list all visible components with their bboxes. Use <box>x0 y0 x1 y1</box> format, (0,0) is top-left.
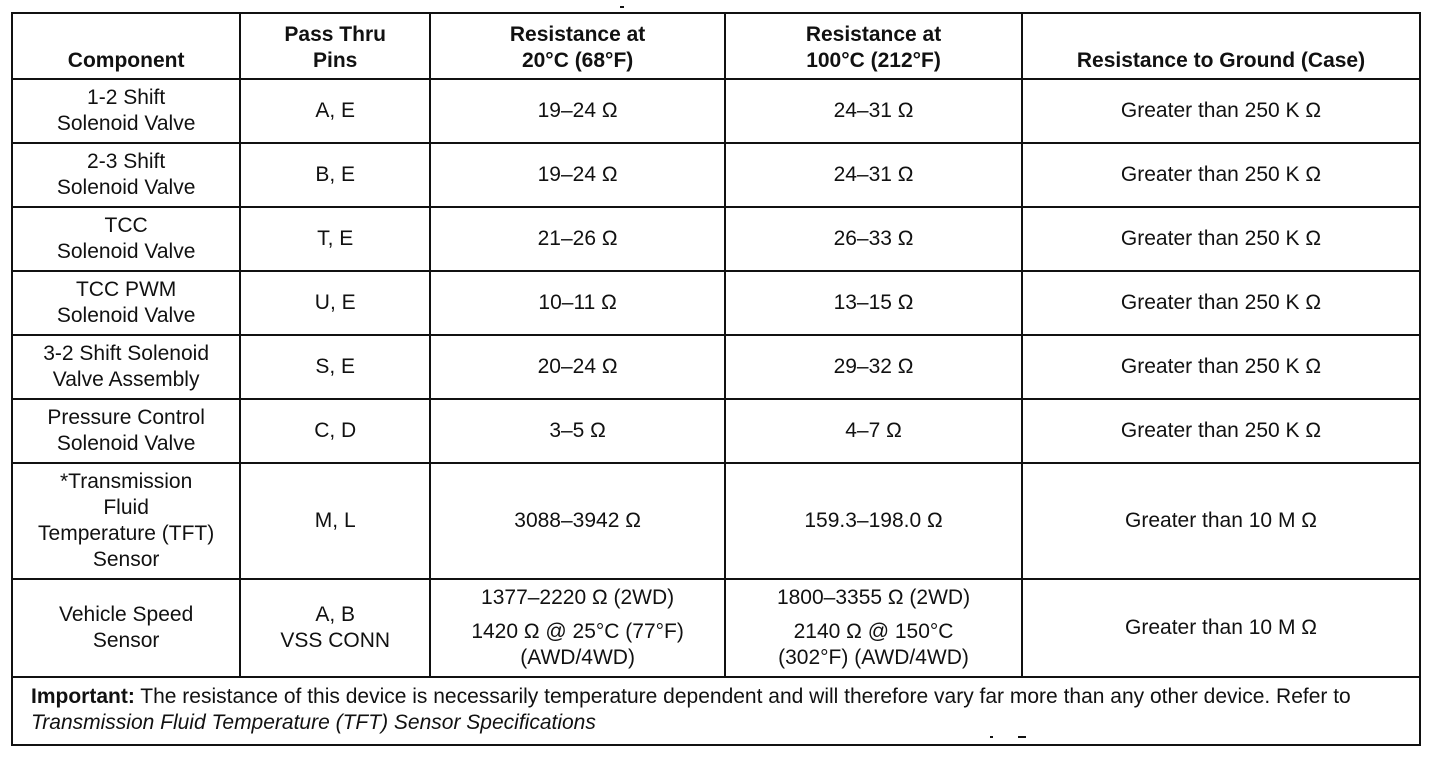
resistance-spec-table <box>11 12 1421 746</box>
pins-cell: B, E <box>240 143 430 207</box>
component-cell: TCC PWM Solenoid Valve <box>12 271 240 335</box>
resistance-100c-cell: 159.3–198.0 Ω <box>725 463 1022 579</box>
component-cell: 2-3 Shift Solenoid Valve <box>12 143 240 207</box>
resistance-100c-cell: 26–33 Ω <box>725 207 1022 271</box>
resistance-ground-cell: Greater than 250 K Ω <box>1022 335 1420 399</box>
resistance-100c-cell: 24–31 Ω <box>725 143 1022 207</box>
resistance-20c-cell: 19–24 Ω <box>430 79 725 143</box>
resistance-100c-cell: 4–7 Ω <box>725 399 1022 463</box>
resistance-20c-cell: 10–11 Ω <box>430 271 725 335</box>
resistance-ground-cell: Greater than 250 K Ω <box>1022 399 1420 463</box>
pins-cell: U, E <box>240 271 430 335</box>
resistance-20c-cell: 3–5 Ω <box>430 399 725 463</box>
important-text: The resistance of this device is necessarily temperature dependent and will therefore vary far more than any other device. Refer to <box>134 685 1351 708</box>
note-row <box>12 677 1420 745</box>
resistance-100c-cell: 29–32 Ω <box>725 335 1022 399</box>
scan-mark <box>620 6 624 8</box>
resistance-100c-cell: 13–15 Ω <box>725 271 1022 335</box>
resistance-ground-cell: Greater than 250 K Ω <box>1022 271 1420 335</box>
table-row <box>12 463 1420 579</box>
resistance-ground-cell: Greater than 10 M Ω <box>1022 463 1420 579</box>
header-resistance-20c: Resistance at 20°C (68°F) <box>430 13 725 79</box>
component-cell: *Transmission Fluid Temperature (TFT) Sensor <box>12 463 240 579</box>
table-row <box>12 399 1420 463</box>
resistance-20c-cell: 19–24 Ω <box>430 143 725 207</box>
resistance-100c-cell <box>725 579 1022 677</box>
header-component: Component <box>12 13 240 79</box>
resistance-20c-cell <box>430 579 725 677</box>
important-label: Important: <box>31 685 135 708</box>
pins-cell: M, L <box>240 463 430 579</box>
resistance-ground-cell: Greater than 250 K Ω <box>1022 79 1420 143</box>
resistance-20c-awd: 1420 Ω @ 25°C (77°F) (AWD/4WD) <box>471 620 684 669</box>
resistance-ground-cell: Greater than 10 M Ω <box>1022 579 1420 677</box>
resistance-20c-2wd: 1377–2220 Ω (2WD) <box>481 586 675 609</box>
pins-cell: S, E <box>240 335 430 399</box>
table-row <box>12 79 1420 143</box>
component-cell: Pressure Control Solenoid Valve <box>12 399 240 463</box>
table-row <box>12 271 1420 335</box>
tft-spec-reference: Transmission Fluid Temperature (TFT) Sensor Specifications <box>31 711 596 734</box>
pins-cell: T, E <box>240 207 430 271</box>
component-cell: 3-2 Shift Solenoid Valve Assembly <box>12 335 240 399</box>
resistance-20c-cell: 20–24 Ω <box>430 335 725 399</box>
resistance-100c-2wd: 1800–3355 Ω (2WD) <box>776 586 971 609</box>
vss-table-row <box>12 579 1420 677</box>
component-cell: TCC Solenoid Valve <box>12 207 240 271</box>
resistance-100c-awd: 2140 Ω @ 150°C (302°F) (AWD/4WD) <box>778 620 969 669</box>
component-cell: Vehicle Speed Sensor <box>12 579 240 677</box>
resistance-20c-cell: 3088–3942 Ω <box>430 463 725 579</box>
table-row <box>12 335 1420 399</box>
resistance-ground-cell: Greater than 250 K Ω <box>1022 207 1420 271</box>
important-note <box>12 677 1420 745</box>
table-row <box>12 207 1420 271</box>
header-row <box>12 13 1420 79</box>
table-row <box>12 143 1420 207</box>
header-pass-thru-pins: Pass Thru Pins <box>240 13 430 79</box>
pins-cell: C, D <box>240 399 430 463</box>
resistance-20c-cell: 21–26 Ω <box>430 207 725 271</box>
pins-cell: A, E <box>240 79 430 143</box>
resistance-ground-cell: Greater than 250 K Ω <box>1022 143 1420 207</box>
header-resistance-100c: Resistance at 100°C (212°F) <box>725 13 1022 79</box>
pins-cell: A, B VSS CONN <box>240 579 430 677</box>
resistance-100c-cell: 24–31 Ω <box>725 79 1022 143</box>
component-cell: 1-2 Shift Solenoid Valve <box>12 79 240 143</box>
header-resistance-to-ground: Resistance to Ground (Case) <box>1022 13 1420 79</box>
